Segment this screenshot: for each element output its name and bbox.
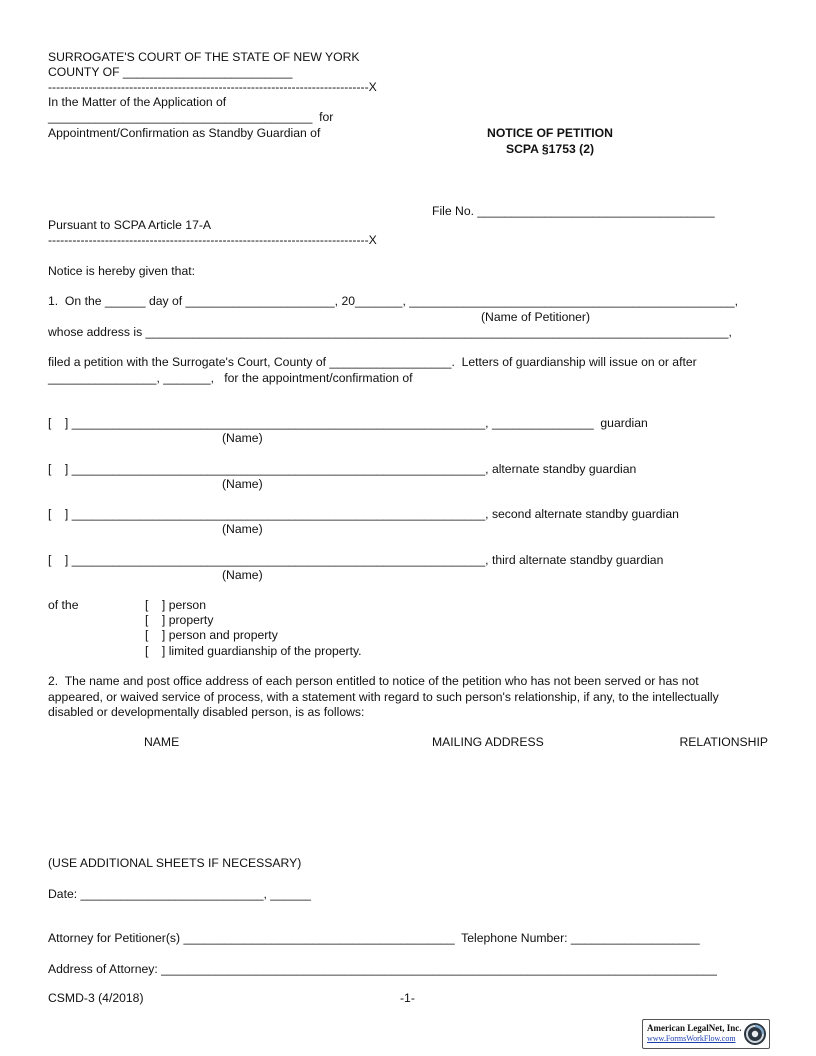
document-title: NOTICE OF PETITION bbox=[487, 126, 613, 140]
option-person: [ ] person bbox=[145, 598, 206, 612]
column-header-relationship: RELATIONSHIP bbox=[679, 735, 768, 749]
address-line: whose address is ______________________________________________________________________________________, bbox=[48, 325, 732, 339]
caption-divider-top: -------------------------------------------------------------------------------X bbox=[48, 80, 377, 94]
section2-line-2: appeared, or waived service of process, with a statement with regard to such person's relationship, if any, to the intellectually bbox=[48, 690, 719, 704]
court-name: SURROGATE'S COURT OF THE STATE OF NEW YORK bbox=[48, 50, 360, 64]
date-line: Date: ___________________________, ______ bbox=[48, 887, 311, 901]
publisher-logo bbox=[642, 1019, 770, 1049]
alternate-guardian-line: [ ] _____________________________________________________________, alternate standby guardian bbox=[48, 462, 637, 476]
county-line: COUNTY OF _________________________ bbox=[48, 65, 293, 79]
section2-line-1: 2. The name and post office address of each person entitled to notice of the petition who has not been served or has not bbox=[48, 674, 699, 688]
of-the-label: of the bbox=[48, 598, 79, 612]
column-header-name: NAME bbox=[144, 735, 180, 749]
attorney-line: Attorney for Petitioner(s) ________________________________________ Telephone Number: ___________________ bbox=[48, 931, 700, 945]
option-person-and-property: [ ] person and property bbox=[145, 628, 278, 642]
guardian-line: [ ] _____________________________________________________________, _______________ guardian bbox=[48, 416, 648, 430]
option-limited-guardianship: [ ] limited guardianship of the property. bbox=[145, 644, 362, 658]
filed-line: filed a petition with the Surrogate's Court, County of __________________. Letters of guardianship will issue on or after bbox=[48, 355, 697, 369]
applicant-blank: _______________________________________ for bbox=[48, 110, 334, 124]
third-alternate-guardian-caption: (Name) bbox=[222, 568, 263, 582]
alternate-guardian-caption: (Name) bbox=[222, 477, 263, 491]
second-alternate-guardian-caption: (Name) bbox=[222, 522, 263, 536]
third-alternate-guardian-line: [ ] _____________________________________________________________, third alternate standby guardian bbox=[48, 553, 664, 567]
form-identifier: CSMD-3 (4/2018) bbox=[48, 991, 144, 1005]
appointment-line: Appointment/Confirmation as Standby Guardian of bbox=[48, 126, 321, 140]
page-number: -1- bbox=[400, 991, 415, 1005]
second-alternate-guardian-line: [ ] _____________________________________________________________, second alternate standby guardian bbox=[48, 507, 679, 521]
pursuant-line: Pursuant to SCPA Article 17-A bbox=[48, 218, 212, 232]
additional-sheets-note: (USE ADDITIONAL SHEETS IF NECESSARY) bbox=[48, 856, 302, 870]
logo-website-link[interactable]: www.FormsWorkFlow.com bbox=[647, 1034, 736, 1043]
matter-line: In the Matter of the Application of bbox=[48, 95, 227, 109]
issue-date-line: ________________, _______, for the appointment/confirmation of bbox=[48, 371, 413, 385]
option-property: [ ] property bbox=[145, 613, 214, 627]
section2-line-3: disabled or developmentally disabled person, is as follows: bbox=[48, 705, 365, 719]
caption-divider-bottom: -------------------------------------------------------------------------------X bbox=[48, 233, 377, 247]
attorney-address-line: Address of Attorney: __________________________________________________________________________________ bbox=[48, 962, 717, 976]
petition-date-line: 1. On the ______ day of ______________________, 20_______, ________________________________________________, bbox=[48, 294, 738, 308]
guardian-name-caption: (Name) bbox=[222, 431, 263, 445]
column-header-address: MAILING ADDRESS bbox=[432, 735, 544, 749]
logo-swirl-icon bbox=[743, 1022, 767, 1046]
notice-intro: Notice is hereby given that: bbox=[48, 264, 196, 278]
statute-reference: SCPA §1753 (2) bbox=[505, 142, 595, 156]
logo-company-name: American LegalNet, Inc. bbox=[647, 1023, 742, 1033]
petitioner-caption: (Name of Petitioner) bbox=[481, 310, 591, 324]
file-number: File No. ___________________________________ bbox=[432, 204, 715, 218]
